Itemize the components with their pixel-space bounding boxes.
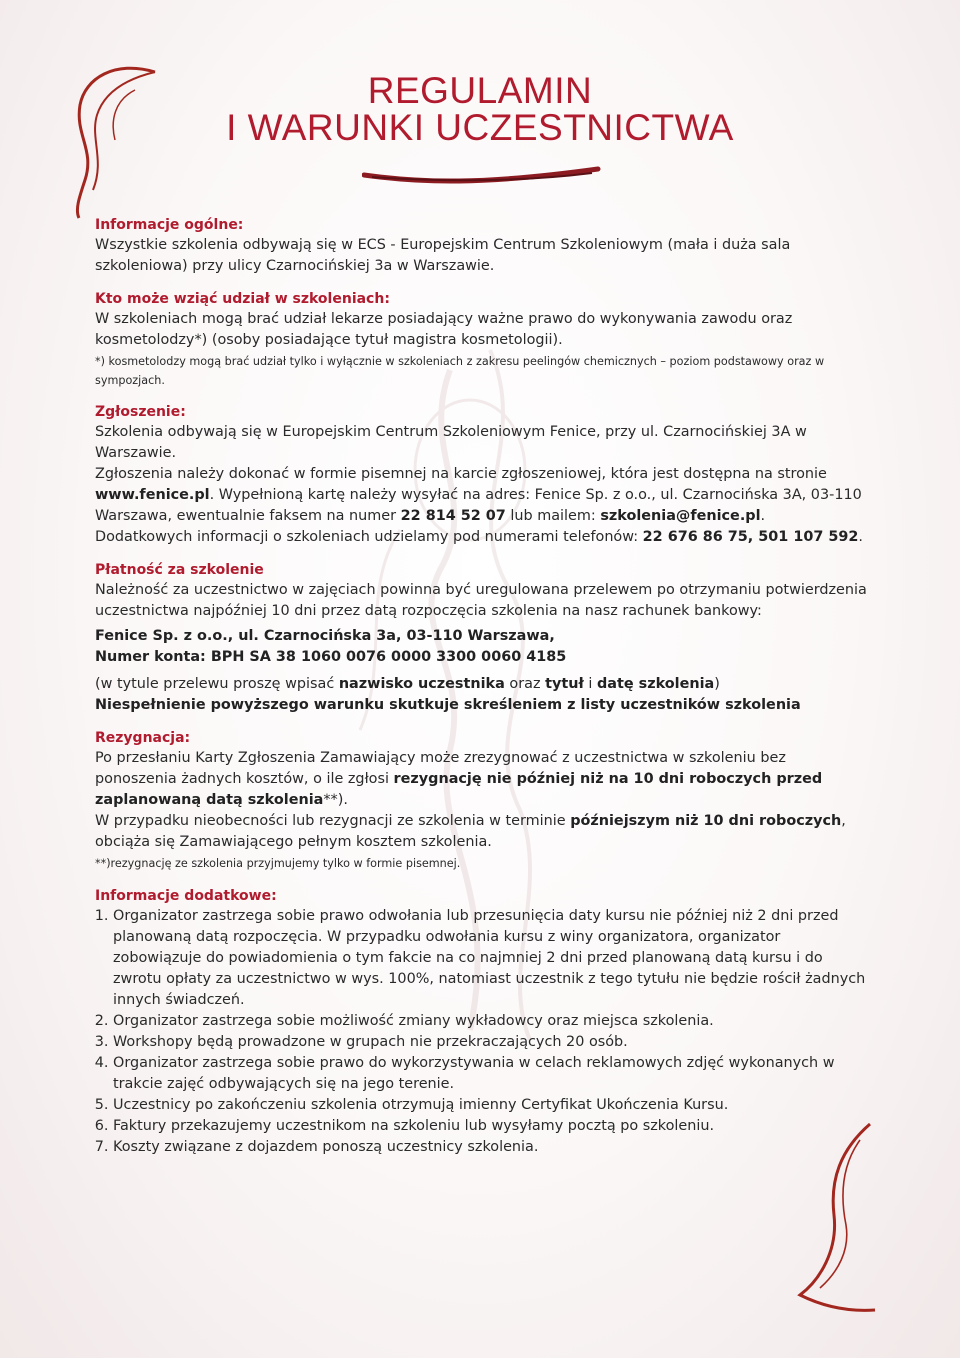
fax-number: 22 814 52 07 <box>400 508 506 524</box>
text-span: oraz <box>504 676 546 692</box>
section-heading: Informacje dodatkowe: <box>95 887 277 904</box>
emphasis: tytuł <box>545 676 584 692</box>
text-span: Po przesłaniu Karty Zgłoszenia Zamawiający może zrezygnować z uczestnictwa w szkoleniu bez ponoszenia żadnych kosztów, o ile zgłosi <box>95 750 786 787</box>
text-span: . <box>858 529 863 545</box>
title-line-1: REGULAMIN <box>367 70 593 111</box>
text-span: ) <box>714 676 720 692</box>
section-heading: Płatność za szkolenie <box>95 562 264 578</box>
additional-info-list <box>95 906 870 1158</box>
text-span: . Wypełnioną kartę należy wysyłać na adres: Fenice Sp. z o.o., ul. Czarnocińska 3A, 03-110 Warszawa, ewentualnie faksem na numer <box>95 487 862 524</box>
section-heading: Rezygnacja: <box>95 730 191 746</box>
text-span: , obciąża się Zamawiającego pełnym kosztem szkolenia. <box>95 813 846 850</box>
footnote: **)rezygnację ze szkolenia przyjmujemy tylko w formie pisemnej. <box>95 857 461 870</box>
section-payment <box>95 560 870 716</box>
payment-warning <box>95 695 870 716</box>
warning-text: Niespełnienie powyższego warunku skutkuje skreśleniem z listy uczestników szkolenia <box>95 697 801 713</box>
section-additional-info <box>95 886 870 1158</box>
section-text: Szkolenia odbywają się w Europejskim Centrum Szkoleniowym Fenice, przy ul. Czarnocińskiej 3A w Warszawie. <box>95 424 807 461</box>
section-text <box>95 811 870 853</box>
bank-details <box>95 626 870 668</box>
text-span: Zgłoszenia należy dokonać w formie pisemnej na karcie zgłoszeniowej, która jest dostępna na stronie <box>95 466 827 482</box>
section-registration <box>95 402 870 548</box>
company-address: Fenice Sp. z o.o., ul. Czarnocińska 3a, 03-110 Warszawa, <box>95 628 555 644</box>
list-item: 4. Organizator zastrzega sobie prawo do wykorzystywania w celach reklamowych zdjęć wykonanych w trakcie zajęć odbywających się na jego terenie. <box>113 1053 870 1095</box>
section-heading: Zgłoszenie: <box>95 404 186 420</box>
list-item: 5. Uczestnicy po zakończeniu szkolenia otrzymują imienny Certyfikat Ukończenia Kursu. <box>113 1095 870 1116</box>
account-number: Numer konta: BPH SA 38 1060 0076 0000 3300 0060 4185 <box>95 649 567 665</box>
list-item: 1. Organizator zastrzega sobie prawo odwołania lub przesunięcia daty kursu nie później niż 2 dni przed planowaną datą rozpoczęcia. W przypadku odwołania kursu z winy organizatora, organizator zobowiązuje do powiadomienia o tym fakcie na co najmniej 2 dni przed planowaną datą kursu i do zwrotu opłaty za uczestnictwo w wys. 100%, natomiast uczestnik z tego tytułu nie będzie rościł żadnych innych świadczeń. <box>113 906 870 1011</box>
text-span: . <box>760 508 766 524</box>
emphasis: datę szkolenia <box>596 676 715 692</box>
footnote: *) kosmetolodzy mogą brać udział tylko i wyłącznie w szkoleniach z zakresu peelingów chemicznych – poziom podstawowy oraz w sympozjach. <box>95 355 825 387</box>
title-line-2: I WARUNKI UCZESTNICTWA <box>226 107 734 148</box>
section-heading: Informacje ogólne: <box>95 217 244 233</box>
text-span: W przypadku nieobecności lub rezygnacji ze szkolenia w terminie <box>95 813 571 829</box>
document-body <box>95 215 870 1170</box>
section-text <box>95 527 870 548</box>
section-text <box>95 748 870 811</box>
section-who-can-attend <box>95 289 870 390</box>
emphasis: rezygnację nie później niż na 10 dni roboczych przed zaplanowaną datą szkolenia <box>95 771 823 808</box>
page-title <box>0 72 960 146</box>
emphasis: nazwisko uczestnika <box>338 676 505 692</box>
text-span: Dodatkowych informacji o szkoleniach udzielamy pod numerami telefonów: <box>95 529 643 545</box>
email-link[interactable]: szkolenia@fenice.pl <box>600 508 761 524</box>
section-resignation <box>95 728 870 874</box>
section-text: Wszystkie szkolenia odbywają się w ECS - Europejskim Centrum Szkoleniowym (mała i duża sala szkoleniowa) przy ulicy Czarnocińskiej 3a w Warszawie. <box>95 237 791 274</box>
transfer-title-instructions <box>95 674 870 695</box>
section-general <box>95 215 870 277</box>
section-text: W szkoleniach mogą brać udział lekarze posiadający ważne prawo do wykonywania zawodu oraz kosmetolodzy*) (osoby posiadające tytuł magistra kosmetologii). <box>95 311 793 348</box>
website-link[interactable]: www.fenice.pl <box>95 487 210 503</box>
title-underline-brushstroke <box>362 163 602 193</box>
list-item: 2. Organizator zastrzega sobie możliwość zmiany wykładowcy oraz miejsca szkolenia. <box>113 1011 870 1032</box>
section-text: Należność za uczestnictwo w zajęciach powinna być uregulowana przelewem po otrzymaniu potwierdzenia uczestnictwa najpóźniej 10 dni przez datą rozpoczęcia szkolenia na nasz rachunek bankowy: <box>95 582 867 619</box>
list-item: 6. Faktury przekazujemy uczestnikom na szkoleniu lub wysyłamy pocztą po szkoleniu. <box>113 1116 870 1137</box>
phone-numbers: 22 676 86 75, 501 107 592 <box>642 529 859 545</box>
text-span: **). <box>323 792 348 808</box>
text-span: (w tytule przelewu proszę wpisać <box>95 676 339 692</box>
section-heading: Kto może wziąć udział w szkoleniach: <box>95 291 390 307</box>
text-span: i <box>583 676 597 692</box>
text-span: lub mailem: <box>505 508 601 524</box>
section-text <box>95 464 870 527</box>
list-item: 7. Koszty związane z dojazdem ponoszą uczestnicy szkolenia. <box>113 1137 870 1158</box>
emphasis: późniejszym niż 10 dni roboczych <box>570 813 842 829</box>
list-item: 3. Workshopy będą prowadzone w grupach nie przekraczających 20 osób. <box>113 1032 870 1053</box>
